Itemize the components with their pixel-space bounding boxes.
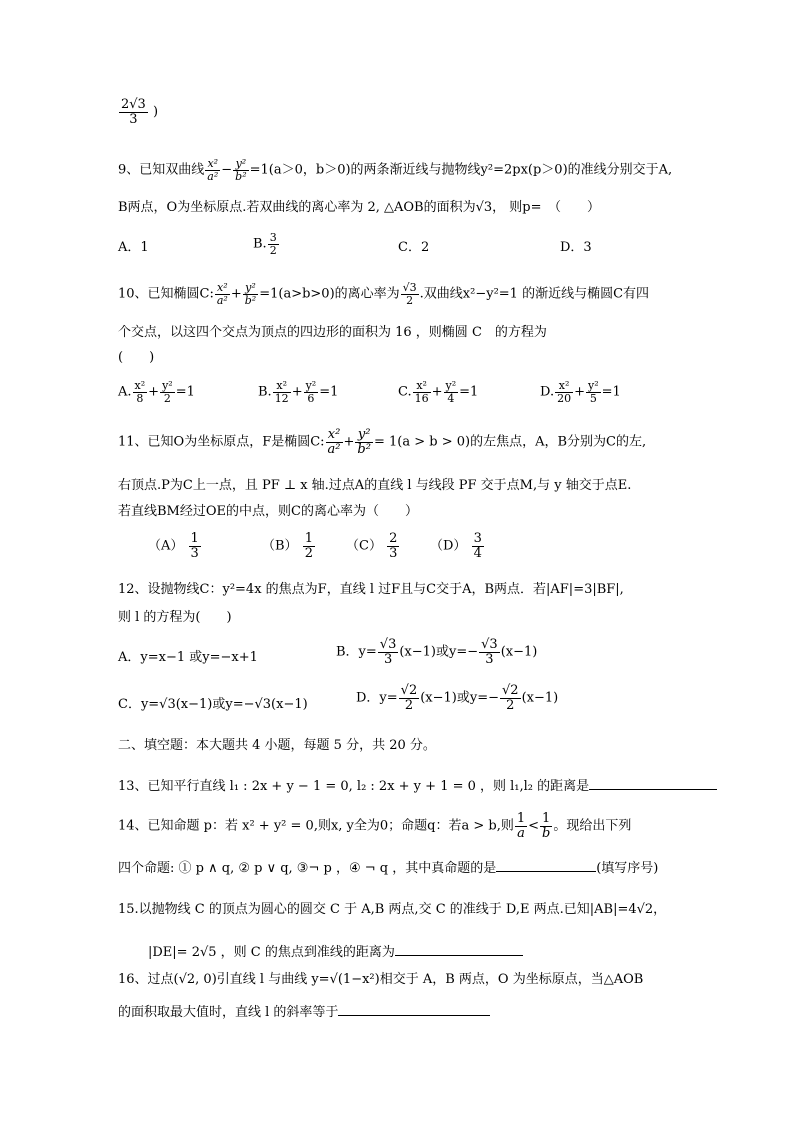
question-15-line2: |DE|= 2√5 ，则 C 的焦点到准线的距离为 — [148, 942, 523, 961]
question-9-line1: 9、已知双曲线 $\frac{\text{x²}}{\text{a²}}$ − $\frac{\text{y²}}{\text{b²}}$ =1(a＞0，b＞0)的两条渐近线与抛物线y²=2px(p＞0)的准线分别交于A, — [118, 157, 673, 183]
question-16-line1: 16、过点(√2, 0)引直线 l 与曲线 y=√(1−x²)相交于 A，B 两点，O 为坐标原点，当△AOB — [118, 972, 644, 987]
q11-option-c: （C） $\frac{2}{3}$ — [346, 531, 398, 561]
question-10-line3: ( ) — [118, 350, 155, 365]
question-12-line1: 12、设抛物线C：y²=4x 的焦点为F，直线 l 过F且与C交于A，B两点．若|AF|=3|BF|, — [118, 582, 624, 597]
q11-option-b: （B） $\frac{1}{2}$ — [262, 531, 313, 561]
q12-option-d: D．y= $\frac{√2}{2}$ (x−1)或y=− $\frac{√2}{2}$ (x−1) — [356, 683, 559, 713]
question-13: 13、已知平行直线 l₁ : 2x + y − 1 = 0, l₂ : 2x + y + 1 = 0 ，则 l₁,l₂ 的距离是 — [118, 776, 717, 795]
q12-option-a: A．y=x−1 或y=−x+1 — [118, 650, 258, 665]
question-10-line2: 个交点，以这四个交点为顶点的四边形的面积为 16 ，则椭圆 C 的方程为 — [118, 325, 547, 340]
q10-option-b: B. $\frac{\text{x²}}{12}$ + $\frac{\text{y²}}{6}$ =1 — [258, 379, 339, 405]
q12-option-b: B．y= $\frac{√3}{3}$ (x−1)或y=− $\frac{√3}{3}$ (x−1) — [336, 637, 538, 667]
q10-option-a: A. $\frac{\text{x²}}{8}$ + $\frac{\text{y²}}{2}$ =1 — [118, 379, 195, 405]
q16-answer-blank[interactable] — [338, 1002, 490, 1016]
q11-option-a: （A） $\frac{1}{3}$ — [148, 531, 199, 561]
q12-option-c: C．y=√3(x−1)或y=−√3(x−1) — [118, 697, 308, 712]
q11-option-d: （D） $\frac{3}{4}$ — [430, 531, 482, 561]
question-16-line2: 的面积取最大值时，直线 l 的斜率等于 — [118, 1002, 490, 1021]
question-9-line2: B两点，O为坐标原点.若双曲线的离心率为 2, △AOB的面积为√3， 则p= （ ） — [118, 200, 601, 215]
carryover-answer: $\frac{2√3}{3}$ ) — [121, 97, 159, 127]
question-14-line2: 四个命题: ① p ∧ q, ② p ∨ q, ③¬ p ，④ ¬ q ，其中真命题的是 (填写序号) — [118, 858, 658, 877]
q13-answer-blank[interactable] — [589, 776, 717, 790]
q9-option-b: B. $\frac{3}{2}$ — [253, 231, 277, 257]
q9-option-d: D．3 — [560, 240, 592, 255]
q14-answer-blank[interactable] — [496, 858, 596, 872]
question-15-line1: 15.以抛物线 C 的顶点为圆心的圆交 C 于 A,B 两点,交 C 的准线于 D,E 两点.已知|AB|=4√2， — [118, 902, 667, 917]
question-14-line1: 14、已知命题 p：若 x² + y² = 0,则x, y全为0；命题q：若a > b,则 $\frac{1}{a}$ < $\frac{1}{b}$ 。现给出下列 — [118, 811, 632, 841]
question-11-line3: 若直线BM经过OE的中点，则C的离心率为（ ） — [118, 504, 418, 519]
question-11-line2: 右顶点.P为C上一点，且 PF ⊥ x 轴.过点A的直线 l 与线段 PF 交于点M,与 y 轴交于点E. — [118, 478, 632, 493]
question-11-line1: 11、已知O为坐标原点，F是椭圆C: $\frac{\text{x²}}{\text{a²}}$ + $\frac{\text{y²}}{\text{b²}}$ = 1(a > b > 0)的左焦点，A，B分别为C的左, — [118, 427, 647, 457]
q9-option-a: A．1 — [118, 240, 149, 255]
section-heading-fill-in: 二、填空题：本大题共 4 小题，每题 5 分，共 20 分。 — [118, 738, 436, 753]
q10-option-c: C. $\frac{\text{x²}}{16}$ + $\frac{\text{y²}}{4}$ =1 — [398, 379, 479, 405]
question-12-line2: 则 l 的方程为( ) — [118, 610, 232, 625]
q9-option-c: C．2 — [398, 240, 430, 255]
question-10-line1: 10、已知椭圆C: $\frac{\text{x²}}{\text{a²}}$ + $\frac{\text{y²}}{\text{b²}}$ =1(a>b>0)的离心率为 $\frac{√3}{2}$ .双曲线x²−y²=1 的渐近线与椭圆C有四 — [118, 281, 650, 307]
q10-option-d: D. $\frac{\text{x²}}{20}$ + $\frac{\text{y²}}{5}$ =1 — [540, 379, 621, 405]
q15-answer-blank[interactable] — [395, 942, 523, 956]
